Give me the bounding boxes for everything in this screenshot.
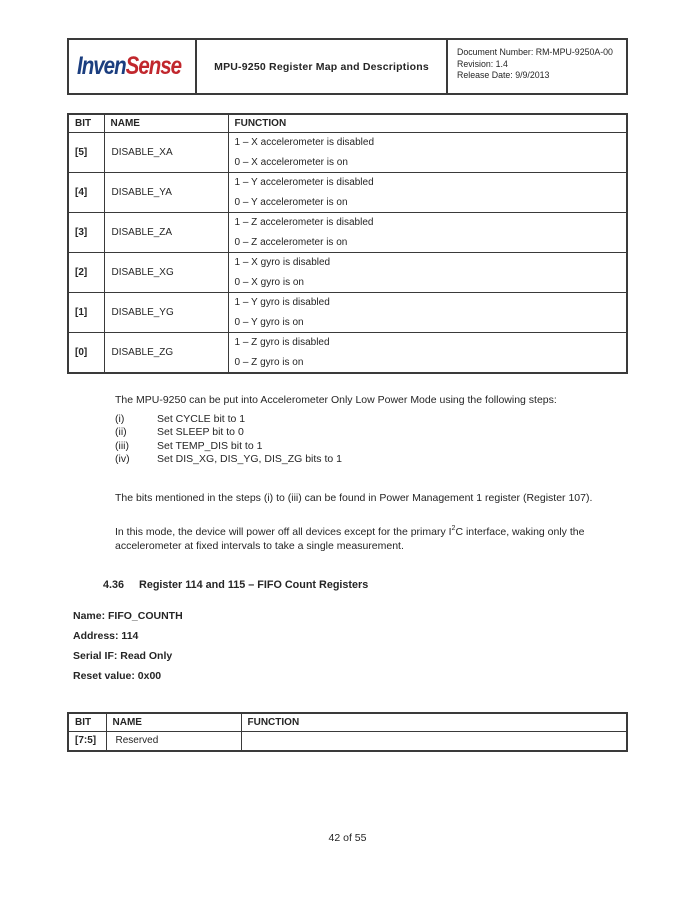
register-bits-table xyxy=(67,113,628,374)
logo-part-inven: Inven xyxy=(77,52,126,80)
para-text: In this mode, the device will power off all devices except for the primary I xyxy=(115,526,452,538)
list-item-label: (ii) xyxy=(115,426,127,439)
register-info xyxy=(73,609,183,689)
function-line: 1 – X gyro is disabled xyxy=(234,257,331,268)
list-item-label: (i) xyxy=(115,413,125,425)
function-cell xyxy=(228,133,627,173)
list-item xyxy=(115,440,342,453)
function-line: 1 – Z accelerometer is disabled xyxy=(234,217,374,228)
name-cell: DISABLE_ZA xyxy=(104,213,228,253)
col-header-name: NAME xyxy=(104,114,228,133)
register-reset-value: Reset value: 0x00 xyxy=(73,670,162,682)
name-cell: DISABLE_YG xyxy=(104,293,228,333)
function-line: 0 – Y accelerometer is on xyxy=(234,196,348,208)
table-row xyxy=(68,213,627,253)
invensense-logo xyxy=(69,40,197,93)
register-address: Address: 114 xyxy=(73,630,139,642)
fifo-count-table xyxy=(67,712,628,752)
bit-cell: [0] xyxy=(68,333,104,374)
bit-cell: [5] xyxy=(68,133,104,173)
function-cell xyxy=(228,173,627,213)
bit-cell: [3] xyxy=(68,213,104,253)
document-title: MPU-9250 Register Map and Descriptions xyxy=(197,40,448,93)
name-cell: DISABLE_YA xyxy=(104,173,228,213)
function-cell xyxy=(228,213,627,253)
superscript-2: 2 xyxy=(451,524,456,532)
bit-cell: [1] xyxy=(68,293,104,333)
list-item-text: Set SLEEP bit to 0 xyxy=(157,426,244,439)
function-cell xyxy=(228,293,627,333)
table-row xyxy=(68,333,627,374)
list-item xyxy=(115,453,342,466)
name-cell: DISABLE_ZG xyxy=(104,333,228,374)
document-info xyxy=(448,40,626,93)
function-cell xyxy=(241,732,627,751)
page-number: 42 of 55 xyxy=(328,832,367,844)
section-heading xyxy=(103,579,368,591)
section-number: 4.36 xyxy=(103,579,125,591)
document-number: Document Number: RM-MPU-9250A-00 xyxy=(457,47,613,57)
function-line: 1 – Y accelerometer is disabled xyxy=(234,177,374,188)
function-line: 0 – X gyro is on xyxy=(234,276,304,288)
list-item-text: Set CYCLE bit to 1 xyxy=(157,413,246,425)
col-header-function: FUNCTION xyxy=(241,713,627,732)
para-power-management: The bits mentioned in the steps (i) to (iii) can be found in Power Management 1 register (Register 107). xyxy=(115,492,593,504)
list-item xyxy=(115,426,342,439)
list-item-label: (iv) xyxy=(115,453,130,466)
name-cell: DISABLE_XA xyxy=(104,133,228,173)
table-row xyxy=(68,293,627,333)
function-line: 1 – Z gyro is disabled xyxy=(234,337,330,348)
bit-cell: [2] xyxy=(68,253,104,293)
function-line: 0 – X accelerometer is on xyxy=(234,156,348,168)
table-header-row xyxy=(68,713,627,732)
function-cell xyxy=(228,333,627,374)
document-header xyxy=(67,38,628,95)
list-item-label: (iii) xyxy=(115,439,129,452)
document-revision: Revision: 1.4 xyxy=(457,58,508,69)
section-title: Register 114 and 115 – FIFO Count Registers xyxy=(139,579,369,591)
list-item-text: Set TEMP_DIS bit to 1 xyxy=(157,439,263,452)
logo-text xyxy=(77,52,181,81)
col-header-name: NAME xyxy=(106,713,241,732)
para-low-power-mode xyxy=(115,525,631,553)
register-name: Name: FIFO_COUNTH xyxy=(73,610,183,622)
bit-cell: [4] xyxy=(68,173,104,213)
table-header-row xyxy=(68,114,627,133)
table-row xyxy=(68,133,627,173)
function-line: 0 – Z accelerometer is on xyxy=(234,236,348,248)
steps-list xyxy=(115,413,342,467)
intro-paragraph: The MPU-9250 can be put into Accelerometer Only Low Power Mode using the following steps: xyxy=(115,394,557,406)
function-line: 1 – Y gyro is disabled xyxy=(234,297,330,308)
name-cell: Reserved xyxy=(106,732,241,751)
table-row xyxy=(68,173,627,213)
para-text: C interface, waking only the accelerometer at fixed intervals to take a single measurement. xyxy=(115,526,585,552)
col-header-bit: BIT xyxy=(68,114,104,133)
function-line: 0 – Y gyro is on xyxy=(234,316,304,328)
list-item-text: Set DIS_XG, DIS_YG, DIS_ZG bits to 1 xyxy=(157,453,342,466)
table-row xyxy=(68,732,627,751)
name-cell: DISABLE_XG xyxy=(104,253,228,293)
bit-cell: [7:5] xyxy=(68,732,106,751)
list-item xyxy=(115,413,342,426)
table-row xyxy=(68,253,627,293)
register-serial-if: Serial IF: Read Only xyxy=(73,650,173,662)
function-line: 1 – X accelerometer is disabled xyxy=(234,137,375,148)
function-cell xyxy=(228,253,627,293)
function-line: 0 – Z gyro is on xyxy=(234,356,304,368)
col-header-function: FUNCTION xyxy=(228,114,627,133)
col-header-bit: BIT xyxy=(68,713,106,732)
logo-part-sense: Sense xyxy=(125,52,182,80)
document-release-date: Release Date: 9/9/2013 xyxy=(457,70,550,80)
